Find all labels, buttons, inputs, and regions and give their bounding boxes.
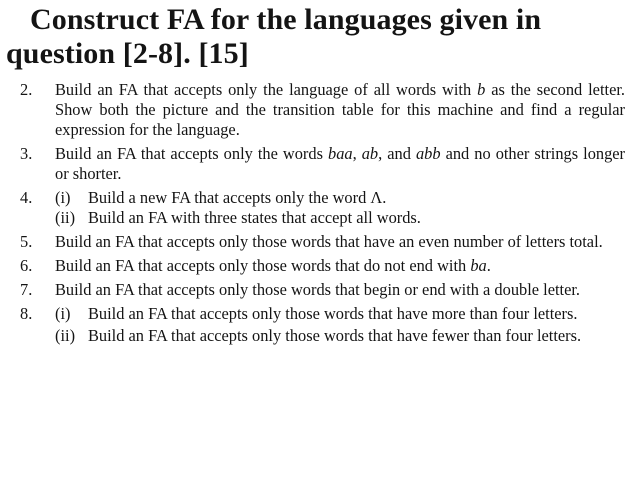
subquestion <box>55 304 625 324</box>
question-text: Build an FA that accepts only the words baa, ab, and abb and no other strings longer or shorter. <box>55 144 626 183</box>
question-text: Build an FA that accepts only those words that do not end with ba. <box>55 256 491 275</box>
subquestion <box>55 208 625 228</box>
question-number: 2. <box>20 80 33 99</box>
subquestion-text: Build an FA with three states that accept all words. <box>88 208 421 227</box>
question-6 <box>0 256 630 276</box>
question-text: Build an FA that accepts only those words that begin or end with a double letter. <box>55 280 581 299</box>
question-text: Build an FA that accepts only those words that have an even number of letters total. <box>55 232 603 251</box>
question-7 <box>0 280 630 300</box>
question-2 <box>0 80 630 140</box>
subquestion-tag: (ii) <box>55 326 76 345</box>
question-8 <box>0 304 630 346</box>
subquestion <box>55 188 625 208</box>
question-number: 6. <box>20 256 33 275</box>
question-5 <box>0 232 630 252</box>
question-number: 3. <box>20 144 33 163</box>
question-text <box>55 304 625 346</box>
question-4 <box>0 188 630 228</box>
heading-line-2: question [2-8]. [15] <box>6 37 249 70</box>
subquestion-text: Build an FA that accepts only those words that have fewer than four letters. <box>88 326 582 345</box>
question-number: 7. <box>20 280 33 299</box>
subquestion-text: Build a new FA that accepts only the word Λ. <box>88 188 387 207</box>
subquestion-tag: (i) <box>55 188 71 207</box>
subquestion-tag: (i) <box>55 304 71 323</box>
subquestion <box>55 326 625 346</box>
subquestion-text: Build an FA that accepts only those words that have more than four letters. <box>88 304 578 323</box>
question-number: 8. <box>20 304 33 323</box>
question-text: Build an FA that accepts only the language of all words with b as the second letter. Show both the picture and the transition table for this machine and find a regular expression for the language. <box>55 80 625 139</box>
question-number: 5. <box>20 232 33 251</box>
question-number: 4. <box>20 188 33 207</box>
question-3 <box>0 144 630 184</box>
heading-line-1: Construct FA for the languages given in <box>30 3 542 36</box>
question-text <box>55 188 625 228</box>
subquestion-tag: (ii) <box>55 208 76 227</box>
question-list <box>0 80 630 350</box>
